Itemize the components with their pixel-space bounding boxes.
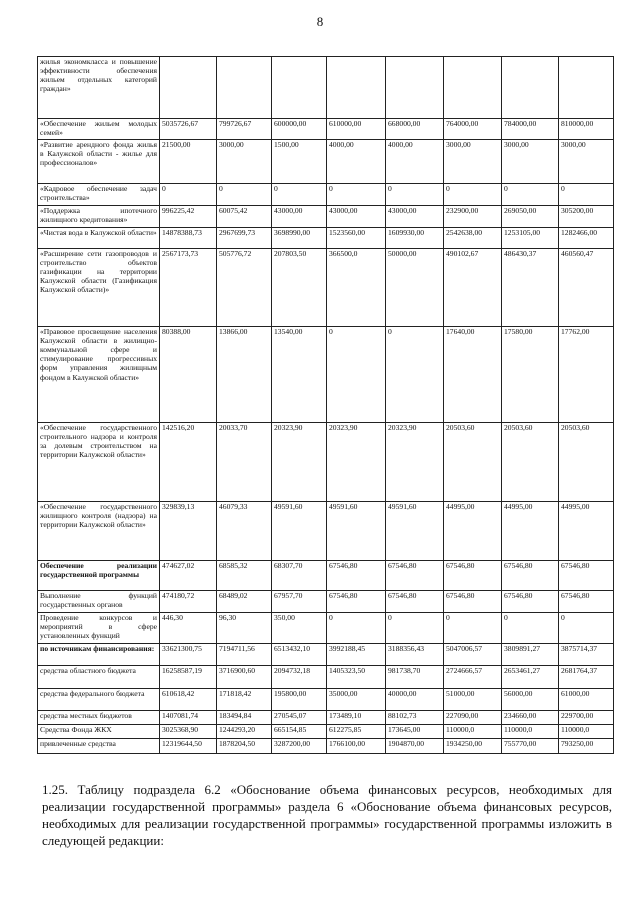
value-cell: 51000,00: [444, 689, 502, 711]
value-cell: 67957,70: [272, 591, 327, 613]
value-cell: 67546,80: [386, 591, 444, 613]
value-cell: 40000,00: [386, 689, 444, 711]
value-cell: 20503,60: [502, 423, 559, 502]
value-cell: 3698990,00: [272, 228, 327, 249]
value-cell: 0: [327, 184, 386, 206]
table-row: [38, 689, 614, 711]
value-cell: 21500,00: [160, 140, 217, 184]
value-cell: 0: [386, 327, 444, 423]
value-cell: 1904870,00: [386, 739, 444, 754]
value-cell: 14878388,73: [160, 228, 217, 249]
row-label: Проведение конкурсов и мероприятий в сфере установленных функций: [38, 613, 160, 644]
value-cell: 67546,80: [444, 561, 502, 591]
value-cell: 67546,80: [559, 561, 614, 591]
value-cell: 49591,60: [386, 502, 444, 561]
table-row: [38, 666, 614, 689]
value-cell: 56000,00: [502, 689, 559, 711]
value-cell: 20323,90: [272, 423, 327, 502]
value-cell: 67546,80: [327, 591, 386, 613]
value-cell: 505776,72: [217, 249, 272, 327]
value-cell: 17640,00: [444, 327, 502, 423]
row-label: привлеченные средства: [38, 739, 160, 754]
value-cell: 96,30: [217, 613, 272, 644]
row-label: «Поддержка ипотечного жилищного кредитования»: [38, 206, 160, 228]
row-label: «Обеспечение жильем молодых семей»: [38, 119, 160, 140]
table-row: [38, 711, 614, 725]
value-cell: 183494,84: [217, 711, 272, 725]
value-cell: 755770,00: [502, 739, 559, 754]
value-cell: 13866,00: [217, 327, 272, 423]
value-cell: 1523560,00: [327, 228, 386, 249]
value-cell: 3000,00: [217, 140, 272, 184]
table-row: [38, 644, 614, 666]
value-cell: 2967699,73: [217, 228, 272, 249]
value-cell: 3188356,43: [386, 644, 444, 666]
value-cell: 0: [502, 613, 559, 644]
value-cell: 764000,00: [444, 119, 502, 140]
value-cell: 0: [444, 613, 502, 644]
value-cell: 799726,67: [217, 119, 272, 140]
value-cell: 67546,80: [386, 561, 444, 591]
value-cell: 1878204,50: [217, 739, 272, 754]
value-cell: 0: [272, 184, 327, 206]
value-cell: 3716900,60: [217, 666, 272, 689]
value-cell: [444, 57, 502, 119]
value-cell: 305200,00: [559, 206, 614, 228]
value-cell: 2653461,27: [502, 666, 559, 689]
value-cell: 0: [327, 327, 386, 423]
table-row: [38, 327, 614, 423]
value-cell: 67546,80: [444, 591, 502, 613]
row-label: «Кадровое обеспечение задач строительства»: [38, 184, 160, 206]
value-cell: 810000,00: [559, 119, 614, 140]
value-cell: 229700,00: [559, 711, 614, 725]
value-cell: 173645,00: [386, 725, 444, 739]
row-label: «Развитие арендного фонда жилья в Калужской области - жилье для профессионалов»: [38, 140, 160, 184]
value-cell: 20503,60: [444, 423, 502, 502]
value-cell: 0: [559, 613, 614, 644]
financing-table: [37, 56, 614, 754]
value-cell: 474180,72: [160, 591, 217, 613]
value-cell: 5047006,57: [444, 644, 502, 666]
value-cell: [217, 57, 272, 119]
value-cell: 460560,47: [559, 249, 614, 327]
value-cell: 1766100,00: [327, 739, 386, 754]
table-row: [38, 57, 614, 119]
value-cell: 17762,00: [559, 327, 614, 423]
value-cell: 43000,00: [272, 206, 327, 228]
row-label: «Чистая вода в Калужской области»: [38, 228, 160, 249]
value-cell: 0: [217, 184, 272, 206]
value-cell: 7194711,56: [217, 644, 272, 666]
value-cell: 232900,00: [444, 206, 502, 228]
row-label: Средства Фонда ЖКХ: [38, 725, 160, 739]
value-cell: 600000,00: [272, 119, 327, 140]
table-row: [38, 561, 614, 591]
value-cell: 4000,00: [386, 140, 444, 184]
table-row: [38, 725, 614, 739]
value-cell: 3000,00: [502, 140, 559, 184]
value-cell: 329839,13: [160, 502, 217, 561]
value-cell: 793250,00: [559, 739, 614, 754]
value-cell: 88102,73: [386, 711, 444, 725]
value-cell: 610618,42: [160, 689, 217, 711]
value-cell: 110000,0: [502, 725, 559, 739]
value-cell: [386, 57, 444, 119]
value-cell: 142516,20: [160, 423, 217, 502]
value-cell: 6513432,10: [272, 644, 327, 666]
row-label: Обеспечение реализации государственной программы: [38, 561, 160, 591]
value-cell: 0: [386, 613, 444, 644]
value-cell: 12319644,50: [160, 739, 217, 754]
value-cell: 110000,0: [559, 725, 614, 739]
value-cell: [327, 57, 386, 119]
value-cell: 43000,00: [386, 206, 444, 228]
table-row: [38, 140, 614, 184]
table-row: [38, 184, 614, 206]
value-cell: [502, 57, 559, 119]
row-label: «Обеспечение государственного жилищного контроля (надзора) на территории Калужской области»: [38, 502, 160, 561]
value-cell: 2094732,18: [272, 666, 327, 689]
value-cell: 60075,42: [217, 206, 272, 228]
value-cell: 1244293,20: [217, 725, 272, 739]
value-cell: 67546,80: [502, 561, 559, 591]
value-cell: 1405323,50: [327, 666, 386, 689]
value-cell: 981738,70: [386, 666, 444, 689]
value-cell: 3000,00: [444, 140, 502, 184]
value-cell: 234660,00: [502, 711, 559, 725]
value-cell: 80388,00: [160, 327, 217, 423]
table-row: [38, 206, 614, 228]
value-cell: 366500,0: [327, 249, 386, 327]
value-cell: 2681764,37: [559, 666, 614, 689]
row-label: «Обеспечение государственного строительного надзора и контроля за долевым строительством на территории Калужской области»: [38, 423, 160, 502]
value-cell: 13540,00: [272, 327, 327, 423]
value-cell: 3000,00: [559, 140, 614, 184]
value-cell: 49591,60: [272, 502, 327, 561]
row-label: «Расширение сети газопроводов и строительство объектов газификации на территории Калужской области (Газификация Калужской области)»: [38, 249, 160, 327]
value-cell: 0: [502, 184, 559, 206]
value-cell: 20033,70: [217, 423, 272, 502]
value-cell: 61000,00: [559, 689, 614, 711]
value-cell: 1253105,00: [502, 228, 559, 249]
value-cell: 668000,00: [386, 119, 444, 140]
value-cell: 3809891,27: [502, 644, 559, 666]
value-cell: 4000,00: [327, 140, 386, 184]
value-cell: [160, 57, 217, 119]
table-row: [38, 613, 614, 644]
table-row: [38, 591, 614, 613]
value-cell: 1282466,00: [559, 228, 614, 249]
table-row: [38, 119, 614, 140]
value-cell: 110000,0: [444, 725, 502, 739]
value-cell: 350,00: [272, 613, 327, 644]
value-cell: 44995,00: [502, 502, 559, 561]
value-cell: 610000,00: [327, 119, 386, 140]
value-cell: 67546,80: [327, 561, 386, 591]
value-cell: 171818,42: [217, 689, 272, 711]
value-cell: [559, 57, 614, 119]
value-cell: 3025368,90: [160, 725, 217, 739]
value-cell: 67546,80: [502, 591, 559, 613]
value-cell: 2542638,00: [444, 228, 502, 249]
value-cell: 33621300,75: [160, 644, 217, 666]
value-cell: [272, 57, 327, 119]
value-cell: 2567173,73: [160, 249, 217, 327]
row-label: «Правовое просвещение населения Калужской области в жилищно-коммунальной сфере и стимулирование прогрессивных форм управления жилищным фондом в Калужской области»: [38, 327, 160, 423]
value-cell: 2724666,57: [444, 666, 502, 689]
value-cell: 0: [444, 184, 502, 206]
table-row: [38, 423, 614, 502]
value-cell: 46079,33: [217, 502, 272, 561]
value-cell: 43000,00: [327, 206, 386, 228]
row-label: средства местных бюджетов: [38, 711, 160, 725]
value-cell: 3875714,37: [559, 644, 614, 666]
value-cell: 44995,00: [444, 502, 502, 561]
value-cell: 1609930,00: [386, 228, 444, 249]
value-cell: 3287200,00: [272, 739, 327, 754]
value-cell: 227090,00: [444, 711, 502, 725]
value-cell: 5035726,67: [160, 119, 217, 140]
row-label: Выполнение функций государственных органов: [38, 591, 160, 613]
value-cell: 0: [327, 613, 386, 644]
value-cell: 50000,00: [386, 249, 444, 327]
value-cell: 16258587,19: [160, 666, 217, 689]
value-cell: 44995,00: [559, 502, 614, 561]
value-cell: 3992188,45: [327, 644, 386, 666]
value-cell: 474627,02: [160, 561, 217, 591]
value-cell: 784000,00: [502, 119, 559, 140]
value-cell: 996225,42: [160, 206, 217, 228]
value-cell: 490102,67: [444, 249, 502, 327]
table-row: [38, 228, 614, 249]
value-cell: 1500,00: [272, 140, 327, 184]
value-cell: 270545,07: [272, 711, 327, 725]
table-row: [38, 739, 614, 754]
table-row: [38, 249, 614, 327]
row-label: по источникам финансирования:: [38, 644, 160, 666]
value-cell: 173489,10: [327, 711, 386, 725]
value-cell: 486430,37: [502, 249, 559, 327]
body-paragraph: 1.25. Таблицу подраздела 6.2 «Обоснование объема финансовых ресурсов, необходимых для реализации государственной программы» раздела 6 «Обоснование объема финансовых ресурсов, необходимых для реализации государственной программы» государственной программы изложить в следующей редакции:: [42, 782, 612, 848]
value-cell: 0: [559, 184, 614, 206]
value-cell: 20323,90: [327, 423, 386, 502]
value-cell: 17580,00: [502, 327, 559, 423]
value-cell: 612275,85: [327, 725, 386, 739]
value-cell: 446,30: [160, 613, 217, 644]
value-cell: 665154,85: [272, 725, 327, 739]
value-cell: 68585,32: [217, 561, 272, 591]
row-label: жилья экономкласса и повышение эффективности обеспечения жильем отдельных категорий граждан»: [38, 57, 160, 119]
value-cell: 0: [160, 184, 217, 206]
page-number: 8: [316, 14, 324, 29]
value-cell: 68307,70: [272, 561, 327, 591]
row-label: средства федерального бюджета: [38, 689, 160, 711]
value-cell: 67546,80: [559, 591, 614, 613]
value-cell: 49591,60: [327, 502, 386, 561]
value-cell: 0: [386, 184, 444, 206]
value-cell: 35000,00: [327, 689, 386, 711]
value-cell: 68489,02: [217, 591, 272, 613]
value-cell: 1934250,00: [444, 739, 502, 754]
value-cell: 195800,00: [272, 689, 327, 711]
value-cell: 269050,00: [502, 206, 559, 228]
value-cell: 20503,60: [559, 423, 614, 502]
value-cell: 20323,90: [386, 423, 444, 502]
row-label: средства областного бюджета: [38, 666, 160, 689]
value-cell: 1407081,74: [160, 711, 217, 725]
table-row: [38, 502, 614, 561]
value-cell: 207803,50: [272, 249, 327, 327]
